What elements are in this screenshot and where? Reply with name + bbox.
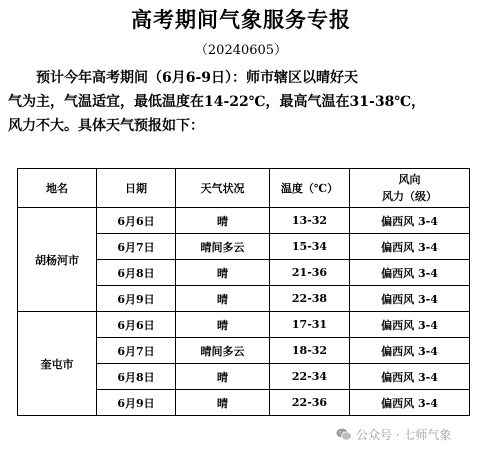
document-date: （20240605） [194,43,288,58]
temperature-cell: 17-31 [270,312,350,338]
watermark-text: 公众号 · 七师气象 [356,427,452,442]
weather-cell: 晴 [176,312,270,338]
temperature-cell: 22-36 [270,390,350,416]
weather-cell: 晴 [176,260,270,286]
header-temperature: 温度（℃） [270,169,350,208]
wind-cell: 偏西风 3-4 [350,312,470,338]
temperature-cell: 22-38 [270,286,350,312]
header-location: 地名 [18,169,97,208]
weather-cell: 晴 [176,208,270,234]
temperature-cell: 15-34 [270,234,350,260]
weather-cell: 晴 [176,390,270,416]
wind-cell: 偏西风 3-4 [350,286,470,312]
document-title: 高考期间气象服务专报 [131,7,351,32]
header-wind-direction: 风向 [398,173,421,186]
table-row [18,208,470,234]
header-date: 日期 [97,169,176,208]
wind-cell: 偏西风 3-4 [350,208,470,234]
wind-cell: 偏西风 3-4 [350,260,470,286]
watermark [334,425,453,443]
intro-line-3: 风力不大。具体天气预报如下： [8,118,204,134]
header-weather: 天气状况 [176,169,270,208]
table-header-row [18,169,470,208]
temperature-cell: 22-34 [270,364,350,390]
weather-cell: 晴间多云 [176,234,270,260]
intro-paragraph [8,66,478,138]
temperature-cell: 13-32 [270,208,350,234]
weather-cell: 晴 [176,364,270,390]
weather-cell: 晴 [176,286,270,312]
intro-line-2: 气为主，气温适宜，最低温度在14-22℃，最高气温在31-38℃， [8,94,426,110]
intro-line-1: 预计今年高考期间（6月6-9日）：师市辖区以晴好天 [36,70,359,86]
weather-cell: 晴间多云 [176,338,270,364]
date-cell: 6月6日 [97,312,176,338]
date-cell: 6月8日 [97,364,176,390]
date-cell: 6月6日 [97,208,176,234]
date-cell: 6月9日 [97,286,176,312]
wechat-icon [336,428,352,441]
temperature-cell: 21-36 [270,260,350,286]
wind-cell: 偏西风 3-4 [350,364,470,390]
location-cell: 胡杨河市 [18,208,97,312]
forecast-table [17,168,470,416]
header-wind [350,169,470,208]
header-wind-force: 风力（级） [382,190,437,203]
date-cell: 6月9日 [97,390,176,416]
temperature-cell: 18-32 [270,338,350,364]
date-cell: 6月8日 [97,260,176,286]
table-row [18,312,470,338]
date-cell: 6月7日 [97,338,176,364]
location-cell: 奎屯市 [18,312,97,416]
wind-cell: 偏西风 3-4 [350,390,470,416]
wind-cell: 偏西风 3-4 [350,234,470,260]
wind-cell: 偏西风 3-4 [350,338,470,364]
date-cell: 6月7日 [97,234,176,260]
